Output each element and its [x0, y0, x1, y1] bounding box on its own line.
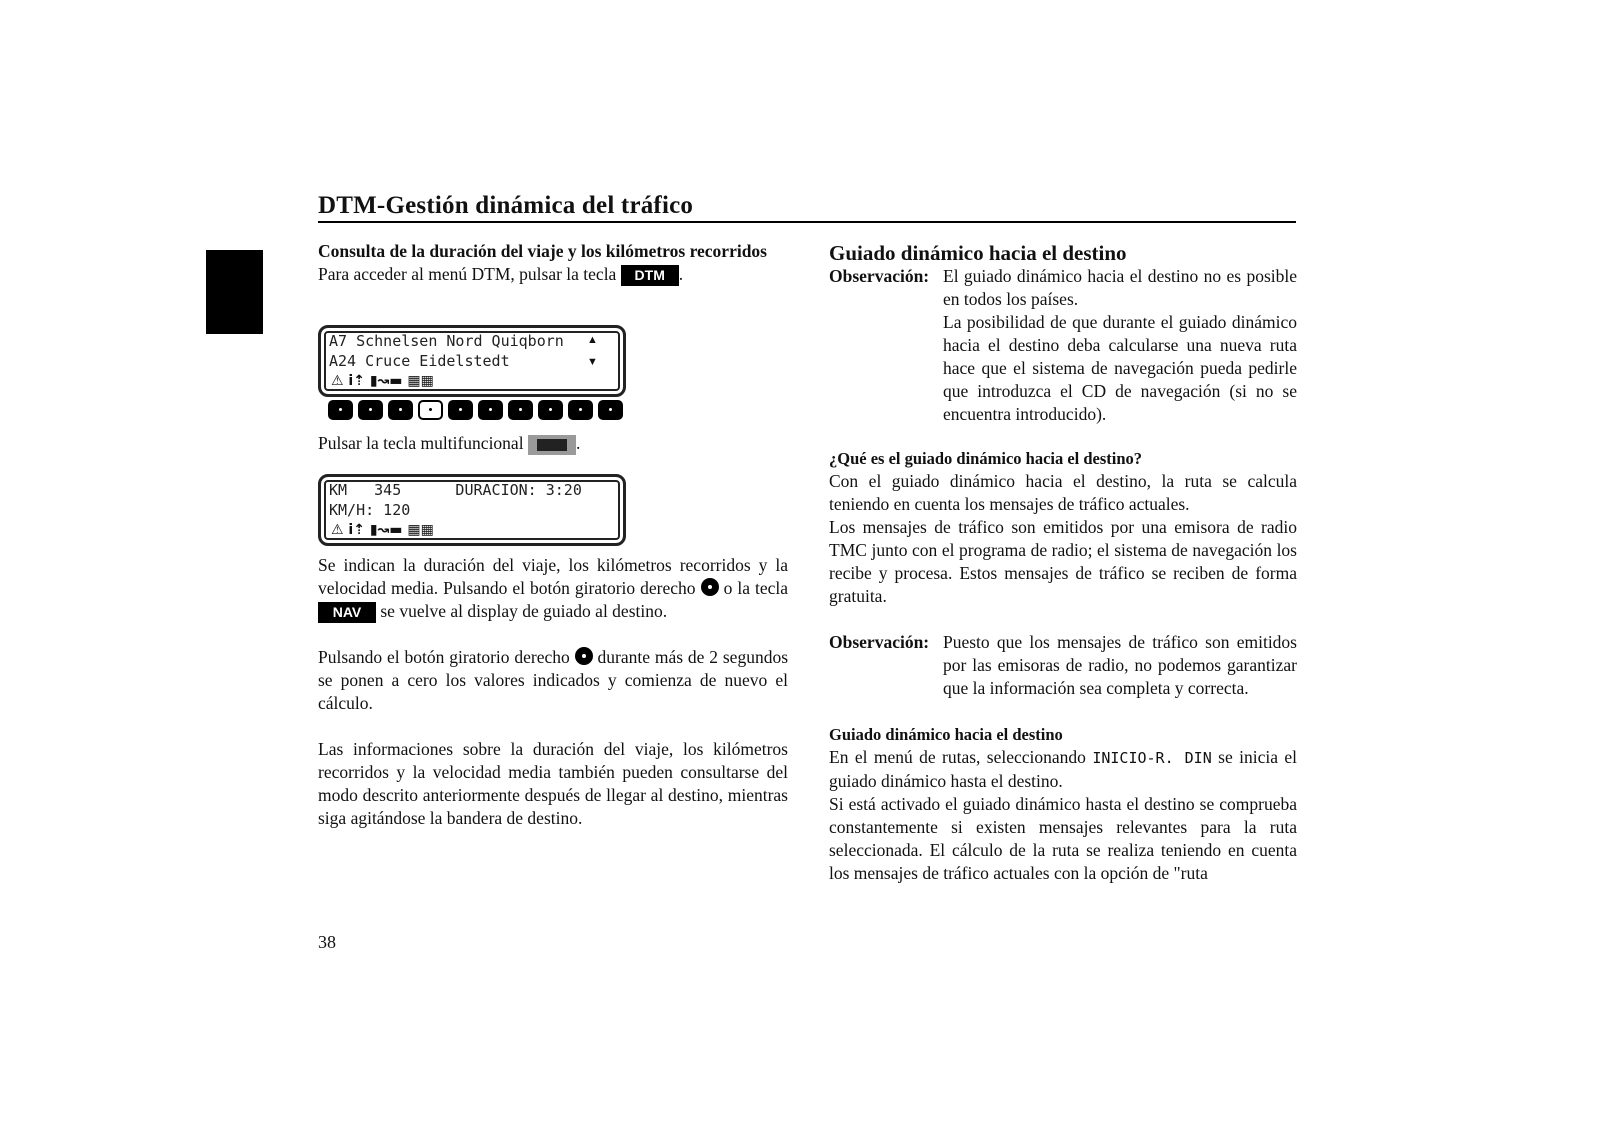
rotary-knob-icon — [575, 647, 593, 665]
softkey-1[interactable] — [328, 400, 353, 420]
softkey-5[interactable] — [448, 400, 473, 420]
lcd1-line1: A7 Schnelsen Nord Quiqborn — [329, 332, 564, 350]
lcd2-line2: KM/H: 120 — [329, 501, 411, 519]
softkey-9[interactable] — [568, 400, 593, 420]
left-column — [318, 240, 788, 286]
paragraph-trip-values — [318, 554, 788, 623]
softkey-2[interactable] — [358, 400, 383, 420]
lcd2-line1: KM 345 DURACION: 3:20 — [329, 481, 582, 499]
chapter-tab-marker — [206, 250, 263, 334]
dtm-key-icon: DTM — [621, 265, 679, 286]
softkey-10[interactable] — [598, 400, 623, 420]
p1-text-a: Se indican la duración del viaje, los kilómetros recorridos y la velocidad media. Pulsando el botón giratorio derecho — [318, 555, 788, 598]
page-number: 38 — [318, 932, 336, 952]
page-title: DTM-Gestión dinámica del tráfico — [318, 192, 694, 219]
guidance-heading: Guiado dinámico hacia el destino — [829, 725, 1063, 744]
guidance-paragraph-1 — [829, 746, 1297, 793]
left-body — [318, 554, 788, 830]
paragraph-after-destination: Las informaciones sobre la duración del viaje, los kilómetros recorridos y la velocidad media también pueden consultarse del modo descrito anteriormente después de llegar al destino, mientras siga agitándose la bandera de destino. — [318, 739, 788, 829]
p1-text-b: o la tecla — [723, 578, 789, 598]
softkey-7[interactable] — [508, 400, 533, 420]
observation-1-text-b: La posibilidad de que durante el guiado dinámico hacia el destino deba calcularse una nueva ruta hace que el sistema de navegación pueda pedirle que introduzca el CD de navegación (si no se encuentra introducido). — [943, 312, 1297, 424]
section-heading-trip-info: Consulta de la duración del viaje y los kilómetros recorridos — [318, 241, 767, 261]
intro-paragraph — [318, 263, 788, 286]
guidance-p1-text-b: se inicia el guiado dinámico hasta el destino. — [829, 747, 1297, 791]
lcd1-line2: A24 Cruce Eidelstedt — [329, 352, 510, 370]
observation-1-text-a: El guiado dinámico hacia el destino no es posible en todos los países. — [943, 266, 1297, 309]
rotary-knob-icon — [701, 578, 719, 596]
question-paragraph-1: Con el guiado dinámico hacia el destino, la ruta se calcula teniendo en cuenta los mensajes de tráfico actuales. — [829, 471, 1297, 514]
observation-2-body: Puesto que los mensajes de tráfico son emitidos por las emisoras de radio, no podemos garantizar que la información sea completa y correcta. — [943, 632, 1297, 698]
softkey-6[interactable] — [478, 400, 503, 420]
p2-text-a: Pulsando el botón giratorio derecho — [318, 647, 570, 668]
softkey-row — [328, 400, 623, 420]
guidance-paragraph-2: Si está activado el guiado dinámico hasta el destino se comprueba constantemente si existen mensajes relevantes para la ruta seleccionada. El cálculo de la ruta se realiza teniendo en cuenta los mensajes de tráfico actuales con la opción de "ruta — [829, 794, 1297, 883]
observation-label: Observación: — [829, 632, 930, 652]
scroll-up-icon: ▲ — [587, 334, 598, 346]
observation-2 — [829, 631, 1297, 700]
p2-text-b: durante más de 2 segundos se ponen a cero los valores indicados y comienza de nuevo el cálculo. — [318, 647, 789, 714]
p1-text-c: se vuelve al display de guiado al destino. — [380, 601, 668, 621]
intro-period: . — [678, 264, 684, 284]
guidance-p1-text-a: En el menú de rutas, seleccionando — [829, 747, 1086, 767]
intro-text: Para acceder al menú DTM, pulsar la tecla — [318, 264, 617, 284]
title-rule — [318, 221, 1296, 223]
observation-1 — [829, 265, 1297, 426]
press-mf-period: . — [575, 433, 581, 453]
nav-key-icon: NAV — [318, 602, 376, 623]
lcd2-status-icons: ⚠ i⇡ ▮↝▬ ▦▦ — [331, 522, 434, 538]
lcd1-status-icons: ⚠ i⇡ ▮↝▬ ▦▦ — [331, 373, 434, 389]
multifunction-key-icon — [528, 435, 576, 455]
observation-label: Observación: — [829, 266, 930, 286]
scroll-down-icon: ▼ — [587, 356, 598, 368]
question-heading: ¿Qué es el guiado dinámico hacia el destino? — [829, 449, 1143, 468]
lcd-display-traffic-list — [318, 325, 626, 397]
press-multifunction-paragraph — [318, 432, 788, 455]
lcd-display-trip-info — [318, 474, 626, 546]
route-menu-option: INICIO-R. DIN — [1092, 749, 1212, 767]
softkey-4-selected[interactable] — [418, 400, 443, 420]
paragraph-reset-values — [318, 646, 788, 715]
section-heading-dynamic-guidance: Guiado dinámico hacia el destino — [829, 241, 1127, 265]
softkey-3[interactable] — [388, 400, 413, 420]
press-mf-text: Pulsar la tecla multifuncional — [318, 433, 524, 453]
question-paragraph-2: Los mensajes de tráfico son emitidos por una emisora de radio TMC junto con el programa de radio; el sistema de navegación los recibe y procesa. Estos mensajes de tráfico se reciben de forma gratuita. — [829, 517, 1297, 606]
right-column — [829, 240, 1297, 885]
observation-1-body — [943, 265, 1297, 426]
softkey-8[interactable] — [538, 400, 563, 420]
